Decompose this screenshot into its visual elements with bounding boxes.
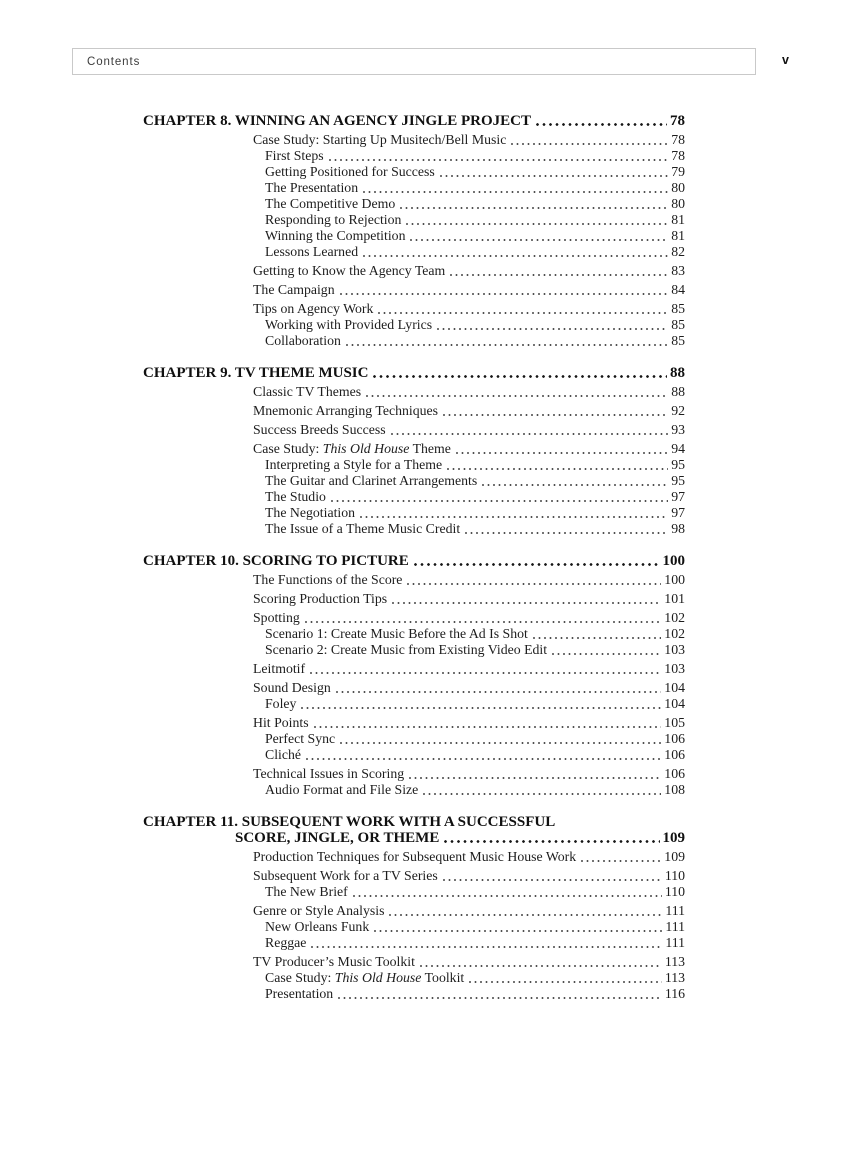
toc-entry xyxy=(143,661,685,677)
entry-page-number: 110 xyxy=(664,884,685,899)
leader-dots xyxy=(314,725,662,729)
toc-entry xyxy=(143,196,685,212)
toc-entry xyxy=(143,212,685,228)
entry-page-number: 79 xyxy=(671,164,685,179)
toc-entry xyxy=(143,263,685,279)
entry-page-number: 102 xyxy=(664,626,685,641)
entry-page-number: 82 xyxy=(671,244,685,259)
entry-title: Classic TV Themes xyxy=(253,384,362,399)
entry-title: The Studio xyxy=(265,489,326,504)
leader-dots xyxy=(340,741,661,745)
leader-dots xyxy=(447,467,668,471)
entry-title: Mnemonic Arranging Techniques xyxy=(253,403,438,418)
chapter-heading xyxy=(143,113,685,129)
toc-entry xyxy=(143,384,685,400)
leader-dots xyxy=(305,620,662,624)
leader-dots xyxy=(423,792,661,796)
leader-dots xyxy=(456,451,668,455)
entry-page-number: 84 xyxy=(671,282,685,297)
entry-page-number: 95 xyxy=(671,457,685,472)
entry-title: Getting Positioned for Success xyxy=(265,164,435,179)
chapter-title: CHAPTER 10. SCORING TO PICTURE xyxy=(143,553,409,569)
leader-dots xyxy=(306,757,661,761)
entry-page-number: 104 xyxy=(664,680,685,695)
entry-title: First Steps xyxy=(265,148,324,163)
leader-dots xyxy=(374,929,662,933)
chapter-title: CHAPTER 9. TV THEME MUSIC xyxy=(143,365,369,381)
leader-dots xyxy=(444,839,659,844)
chapter-title: CHAPTER 11. SUBSEQUENT WORK WITH A SUCCESSFUL xyxy=(143,814,556,830)
leader-dots xyxy=(407,582,661,586)
running-header-box xyxy=(72,48,756,75)
leader-dots xyxy=(400,206,668,210)
leader-dots xyxy=(420,964,662,968)
entry-page-number: 93 xyxy=(671,422,685,437)
entry-page-number: 94 xyxy=(671,441,685,456)
leader-dots xyxy=(373,374,667,379)
entry-title: Leitmotif xyxy=(253,661,306,676)
leader-dots xyxy=(363,254,668,258)
entry-page-number: 97 xyxy=(671,505,685,520)
toc-entry xyxy=(143,731,685,747)
chapter-heading xyxy=(143,814,685,846)
toc-entry xyxy=(143,164,685,180)
entry-page-number: 98 xyxy=(671,521,685,536)
leader-dots xyxy=(511,142,668,146)
entry-page-number: 111 xyxy=(665,919,685,934)
entry-title: Presentation xyxy=(265,986,334,1001)
entry-page-number: 106 xyxy=(664,731,685,746)
running-header-title: Contents xyxy=(87,55,141,68)
toc-entry xyxy=(143,457,685,473)
toc-entry xyxy=(143,986,685,1002)
leader-dots xyxy=(366,394,668,398)
toc-entry xyxy=(143,680,685,696)
entry-title: Responding to Rejection xyxy=(265,212,402,227)
toc-entry xyxy=(143,132,685,148)
chapter-page-number: 78 xyxy=(670,113,685,129)
toc-entry xyxy=(143,473,685,489)
entry-page-number: 104 xyxy=(664,696,685,711)
leader-dots xyxy=(482,483,668,487)
entry-page-number: 105 xyxy=(664,715,685,730)
entry-title: Foley xyxy=(265,696,297,711)
leader-dots xyxy=(406,222,668,226)
entry-page-number: 83 xyxy=(671,263,685,278)
chapter-heading xyxy=(143,365,685,381)
entry-page-number: 102 xyxy=(664,610,685,625)
leader-dots xyxy=(409,776,661,780)
entry-title: The Guitar and Clarinet Arrangements xyxy=(265,473,478,488)
table-of-contents xyxy=(143,113,685,1002)
entry-page-number: 116 xyxy=(664,986,685,1001)
toc-entry xyxy=(143,333,685,349)
entry-page-number: 103 xyxy=(664,642,685,657)
leader-dots xyxy=(443,878,662,882)
entry-page-number: 113 xyxy=(664,954,685,969)
entry-page-number: 101 xyxy=(664,591,685,606)
entry-title: Case Study: Starting Up Musitech/Bell Music xyxy=(253,132,507,147)
leader-dots xyxy=(346,343,668,347)
entry-title: Scenario 2: Create Music from Existing Video Edit xyxy=(265,642,548,657)
toc-entry xyxy=(143,244,685,260)
entry-title: Sound Design xyxy=(253,680,331,695)
entry-title: Technical Issues in Scoring xyxy=(253,766,405,781)
entry-page-number: 113 xyxy=(664,970,685,985)
leader-dots xyxy=(440,174,668,178)
entry-page-number: 92 xyxy=(671,403,685,418)
entry-page-number: 78 xyxy=(671,148,685,163)
chapter-heading-line xyxy=(143,113,685,129)
entry-title: The Issue of a Theme Music Credit xyxy=(265,521,461,536)
chapter-heading-line xyxy=(143,814,685,830)
entry-title: The Functions of the Score xyxy=(253,572,403,587)
leader-dots xyxy=(301,706,661,710)
toc-entry xyxy=(143,572,685,588)
toc-entry xyxy=(143,715,685,731)
toc-entry xyxy=(143,696,685,712)
entry-page-number: 97 xyxy=(671,489,685,504)
entry-title: The Campaign xyxy=(253,282,335,297)
entry-page-number: 111 xyxy=(665,903,685,918)
entry-title: Scenario 1: Create Music Before the Ad Is Shot xyxy=(265,626,528,641)
leader-dots xyxy=(378,311,668,315)
entry-page-number: 103 xyxy=(664,661,685,676)
entry-title: Perfect Sync xyxy=(265,731,336,746)
entry-title: TV Producer’s Music Toolkit xyxy=(253,954,415,969)
leader-dots xyxy=(392,601,661,605)
leader-dots xyxy=(360,515,668,519)
toc-entry xyxy=(143,919,685,935)
leader-dots xyxy=(533,636,661,640)
entry-page-number: 95 xyxy=(671,473,685,488)
entry-title: Hit Points xyxy=(253,715,309,730)
entry-title: Spotting xyxy=(253,610,300,625)
entry-title: Case Study: This Old House Theme xyxy=(253,441,451,456)
leader-dots xyxy=(581,859,661,863)
entry-page-number: 110 xyxy=(664,868,685,883)
entry-page-number: 81 xyxy=(671,212,685,227)
entry-title: Reggae xyxy=(265,935,307,950)
leader-dots xyxy=(353,894,662,898)
toc-entry xyxy=(143,747,685,763)
leader-dots xyxy=(437,327,668,331)
chapter-heading-line xyxy=(143,365,685,381)
page-folio: v xyxy=(782,53,789,67)
entry-title: The New Brief xyxy=(265,884,348,899)
entry-title: Getting to Know the Agency Team xyxy=(253,263,446,278)
leader-dots xyxy=(552,652,661,656)
entry-title: Subsequent Work for a TV Series xyxy=(253,868,438,883)
toc-entry xyxy=(143,521,685,537)
toc-entry xyxy=(143,642,685,658)
toc-entry xyxy=(143,935,685,951)
toc-entry xyxy=(143,489,685,505)
entry-title: New Orleans Funk xyxy=(265,919,370,934)
entry-title: The Competitive Demo xyxy=(265,196,396,211)
toc-entry xyxy=(143,849,685,865)
leader-dots xyxy=(363,190,668,194)
chapter-title: CHAPTER 8. WINNING AN AGENCY JINGLE PROJECT xyxy=(143,113,531,129)
entry-page-number: 85 xyxy=(671,317,685,332)
entry-title: The Negotiation xyxy=(265,505,356,520)
entry-page-number: 106 xyxy=(664,766,685,781)
entry-title: Winning the Competition xyxy=(265,228,406,243)
toc-entry xyxy=(143,282,685,298)
toc-entry xyxy=(143,441,685,457)
toc-entry xyxy=(143,970,685,986)
toc-entry xyxy=(143,591,685,607)
toc-entry xyxy=(143,954,685,970)
chapter-heading-line xyxy=(143,830,685,846)
entry-title: Scoring Production Tips xyxy=(253,591,388,606)
leader-dots xyxy=(391,432,669,436)
leader-dots xyxy=(340,292,669,296)
entry-title: Audio Format and File Size xyxy=(265,782,419,797)
entry-page-number: 100 xyxy=(664,572,685,587)
toc-entry xyxy=(143,610,685,626)
leader-dots xyxy=(450,273,668,277)
leader-dots xyxy=(410,238,668,242)
entry-title: Case Study: This Old House Toolkit xyxy=(265,970,465,985)
toc-entry xyxy=(143,766,685,782)
entry-title: Interpreting a Style for a Theme xyxy=(265,457,443,472)
leader-dots xyxy=(336,690,661,694)
toc-entry xyxy=(143,505,685,521)
leader-dots xyxy=(310,671,661,675)
entry-page-number: 85 xyxy=(671,301,685,316)
toc-entry xyxy=(143,301,685,317)
leader-dots xyxy=(311,945,662,949)
entry-page-number: 109 xyxy=(664,849,685,864)
toc-entry xyxy=(143,782,685,798)
toc-entry xyxy=(143,626,685,642)
toc-entry xyxy=(143,317,685,333)
leader-dots xyxy=(331,499,668,503)
leader-dots xyxy=(414,562,660,567)
leader-dots xyxy=(389,913,662,917)
entry-title: Tips on Agency Work xyxy=(253,301,374,316)
entry-title: Working with Provided Lyrics xyxy=(265,317,433,332)
toc-entry xyxy=(143,422,685,438)
entry-title: Cliché xyxy=(265,747,302,762)
entry-page-number: 80 xyxy=(671,196,685,211)
chapter-heading xyxy=(143,553,685,569)
leader-dots xyxy=(338,996,662,1000)
entry-title: Production Techniques for Subsequent Music House Work xyxy=(253,849,577,864)
entry-title: The Presentation xyxy=(265,180,359,195)
entry-page-number: 111 xyxy=(665,935,685,950)
entry-page-number: 85 xyxy=(671,333,685,348)
chapter-page-number: 109 xyxy=(662,830,685,846)
toc-entry xyxy=(143,868,685,884)
leader-dots xyxy=(469,980,662,984)
leader-dots xyxy=(443,413,668,417)
entry-page-number: 88 xyxy=(671,384,685,399)
toc-entry xyxy=(143,403,685,419)
chapter-heading-line xyxy=(143,553,685,569)
entry-page-number: 108 xyxy=(664,782,685,797)
toc-entry xyxy=(143,148,685,164)
entry-title: Genre or Style Analysis xyxy=(253,903,385,918)
entry-page-number: 106 xyxy=(664,747,685,762)
entry-title: Lessons Learned xyxy=(265,244,359,259)
chapter-title: SCORE, JINGLE, OR THEME xyxy=(235,830,440,846)
toc-entry xyxy=(143,228,685,244)
leader-dots xyxy=(329,158,669,162)
chapter-page-number: 88 xyxy=(670,365,685,381)
entry-page-number: 78 xyxy=(671,132,685,147)
chapter-page-number: 100 xyxy=(662,553,685,569)
entry-title: Collaboration xyxy=(265,333,341,348)
entry-page-number: 81 xyxy=(671,228,685,243)
toc-entry xyxy=(143,180,685,196)
leader-dots xyxy=(536,122,667,127)
entry-title: Success Breeds Success xyxy=(253,422,386,437)
entry-page-number: 80 xyxy=(671,180,685,195)
toc-entry xyxy=(143,903,685,919)
leader-dots xyxy=(465,531,668,535)
toc-entry xyxy=(143,884,685,900)
